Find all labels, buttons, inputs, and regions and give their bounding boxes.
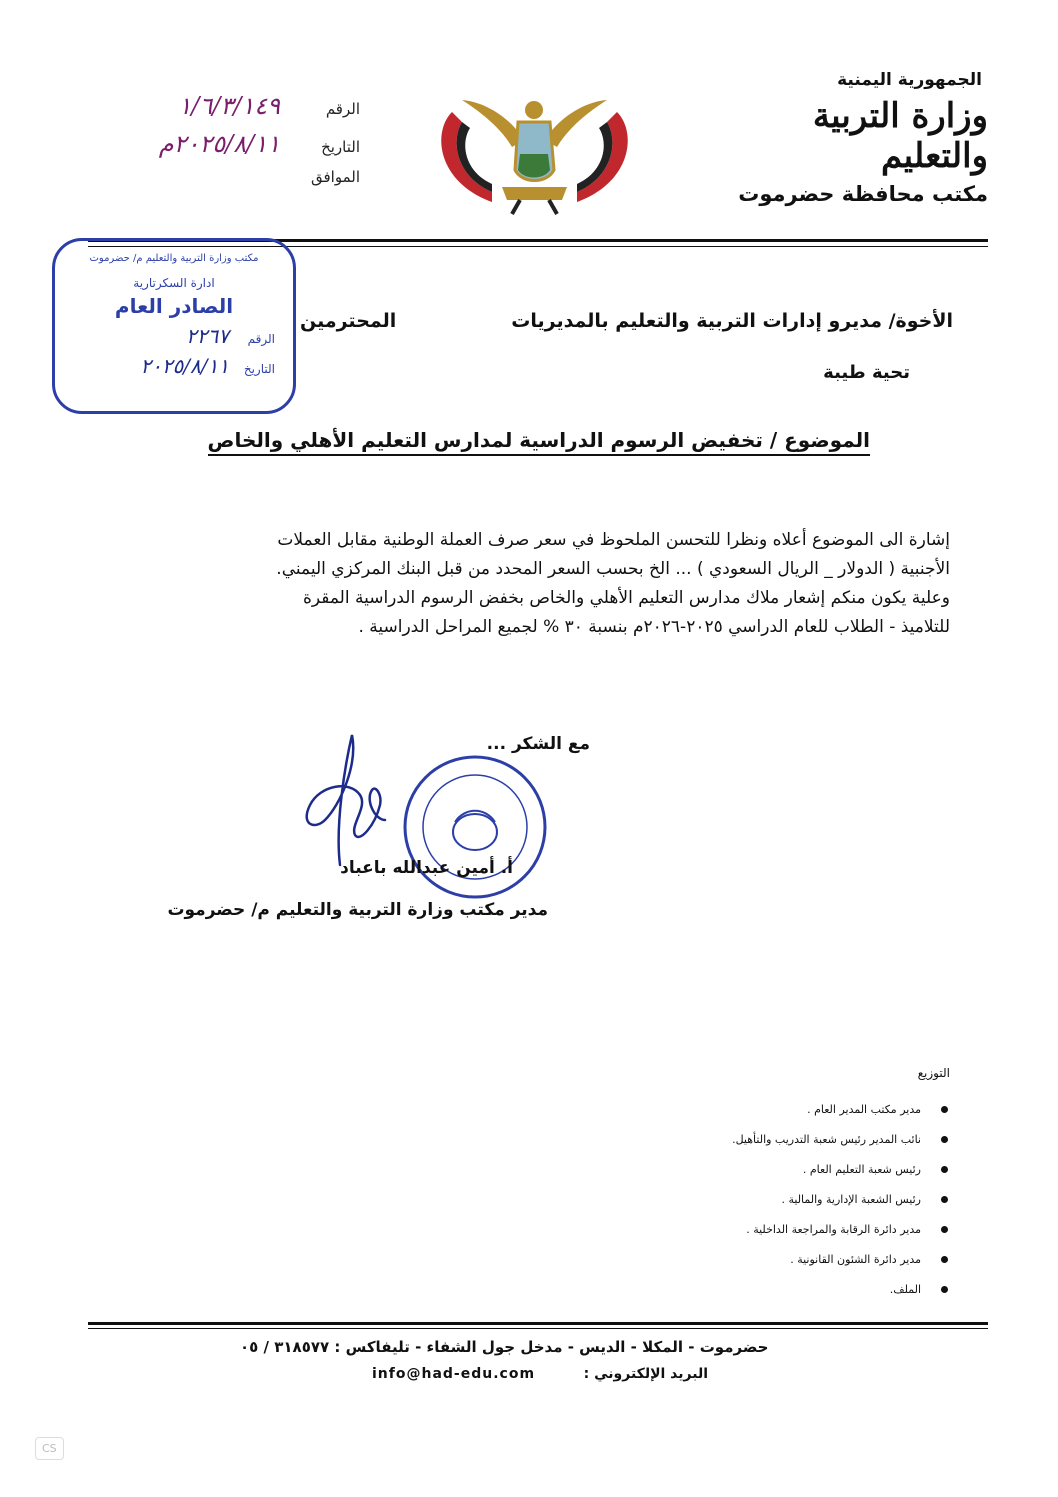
office-name: مكتب محافظة حضرموت [738, 182, 988, 206]
stamp-date-row [55, 354, 293, 378]
body-line: وعلية يكون منكم إشعار ملاك مدارس التعليم الأهلي والخاص بخفض الرسوم الدراسية المقرة [302, 588, 950, 608]
footer-email-label: البريد الإلكتروني : [583, 1366, 708, 1382]
addressee-honorific: المحترمين [300, 310, 397, 332]
bullet-icon [941, 1286, 948, 1293]
bullet-icon [941, 1106, 948, 1113]
meta-date-row [60, 130, 360, 168]
stamp-date-value: ٢٠٢٥/٨/١١ [140, 354, 229, 378]
bullet-icon [941, 1196, 948, 1203]
stamp-dept: ادارة السكرتارية [133, 276, 215, 290]
greeting: تحية طيبة [823, 362, 910, 383]
meta-number-row [60, 92, 360, 130]
bullet-icon [941, 1166, 948, 1173]
letter-meta [60, 92, 360, 206]
hijri-label: الموافق [310, 168, 360, 186]
bullet-icon [941, 1256, 948, 1263]
stamp-date-label: التاريخ [243, 362, 275, 376]
footer-address: حضرموت - المكلا - الديس - مدخل جول الشفاء - تليفاكس : ٣١٨٥٧٧ / ٠٥ [240, 1338, 769, 1356]
number-label: الرقم [325, 100, 360, 118]
outgoing-stamp [52, 238, 296, 414]
date-value: ٢٠٢٥/٨/١١م [158, 130, 280, 158]
stamp-org: مكتب وزارة التربية والتعليم م/ حضرموت [89, 253, 259, 264]
distribution-item: رئيس شعبة التعليم العام . [732, 1154, 948, 1184]
number-value: ١/٦/٣/١٤٩ [178, 92, 280, 120]
signer-name: أ. أمين عبدالله باعباد [340, 858, 513, 878]
letter-subject: الموضوع / تخفيض الرسوم الدراسية لمدارس التعليم الأهلي والخاص [208, 428, 870, 456]
distribution-item: مدير دائرة الشئون القانونية . [732, 1244, 948, 1274]
addressee: الأخوة/ مديرو إدارات التربية والتعليم بالمديريات [511, 310, 953, 332]
yemen-emblem-icon [432, 92, 637, 222]
distribution-item: مدير دائرة الرقابة والمراجعة الداخلية . [732, 1214, 948, 1244]
distribution-item: مدير مكتب المدير العام . [732, 1094, 948, 1124]
body-line: إشارة الى الموضوع أعلاه ونظرا للتحسن الملحوظ في سعر صرف العملة الوطنية مقابل العملات [277, 530, 950, 550]
signer-title: مدير مكتب وزارة التربية والتعليم م/ حضرموت [167, 900, 548, 920]
bullet-icon [941, 1136, 948, 1143]
stamp-number-row [55, 324, 293, 348]
distribution-item: نائب المدير رئيس شعبة التدريب والتأهيل. [732, 1124, 948, 1154]
ministry-name: وزارة التربية والتعليم [812, 96, 988, 176]
bullet-icon [941, 1226, 948, 1233]
letter-body [120, 526, 950, 642]
date-label: التاريخ [321, 138, 360, 156]
footer-divider-thin [88, 1328, 988, 1329]
official-seal-icon [400, 752, 550, 902]
body-line: الأجنبية ( الدولار _ الريال السعودي ) ... الخ بحسب السعر المحدد من قبل البنك المركزي اليمني. [276, 559, 950, 579]
country-name: الجمهورية اليمنية [837, 70, 982, 90]
distribution-list [732, 1094, 948, 1304]
body-line: للتلاميذ - الطلاب للعام الدراسي ٢٠٢٥-٢٠٢٦م بنسبة ٣٠ % لجميع المراحل الدراسية . [358, 617, 950, 637]
meta-hijri-row [60, 168, 360, 206]
stamp-number-label: الرقم [247, 332, 275, 346]
closing-thanks: مع الشكر ... [486, 734, 590, 754]
stamp-number-value: ٢٢٦٧ [186, 324, 229, 348]
distribution-item: الملف. [732, 1274, 948, 1304]
letterhead-right [728, 70, 988, 206]
stamp-title: الصادر العام [114, 294, 234, 318]
signature-icon [280, 725, 410, 875]
scanner-watermark: CS [35, 1437, 64, 1460]
distribution-title: التوزيع [917, 1066, 950, 1080]
footer-email[interactable]: info@had-edu.com [372, 1366, 536, 1382]
footer-divider [88, 1322, 988, 1325]
distribution-item: رئيس الشعبة الإدارية والمالية . [732, 1184, 948, 1214]
